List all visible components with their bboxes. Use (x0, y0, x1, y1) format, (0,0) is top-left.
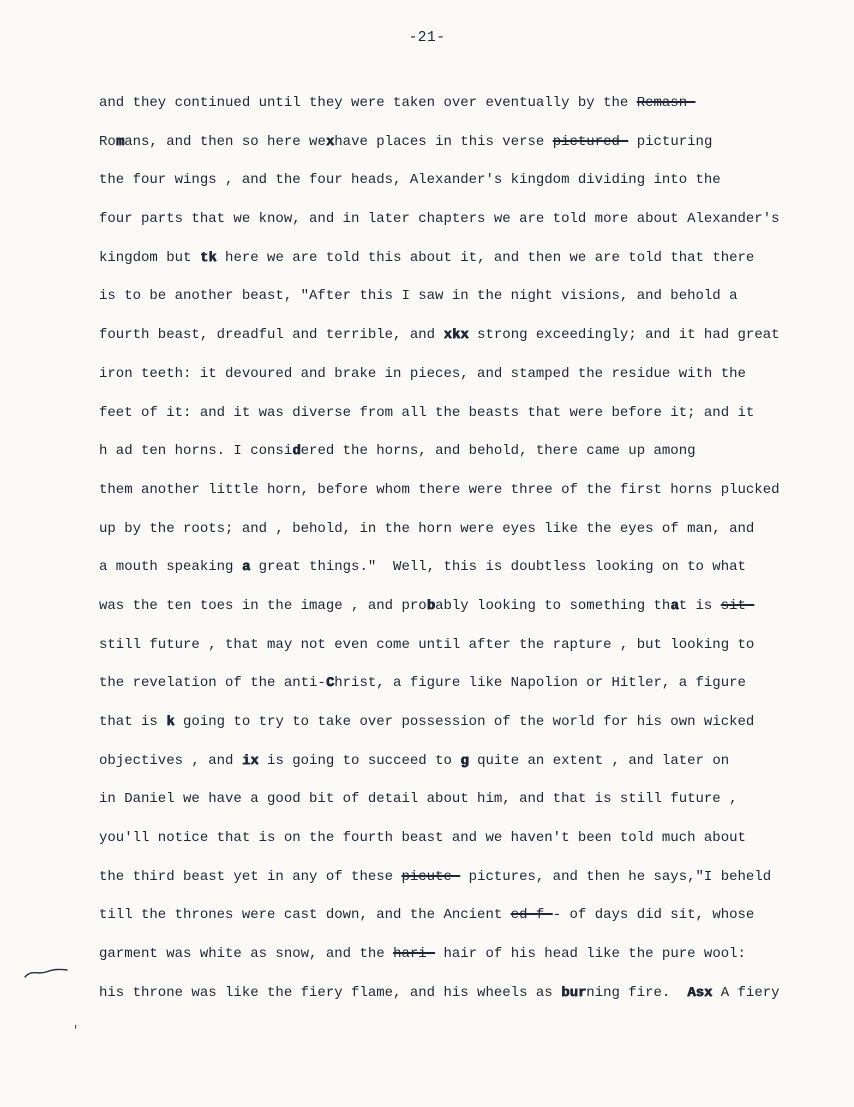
text-segment: is going to succeed to (258, 752, 461, 769)
text-segment: - of days did sit, whose (552, 907, 755, 924)
text-segment: pictures, and then he says,"I beheld (460, 868, 772, 885)
text-line (99, 664, 819, 703)
text-segment: was the ten toes in the image , and pro (99, 597, 427, 614)
text-line (99, 587, 819, 626)
overstruck-chars: C (325, 675, 335, 692)
text-segment: going to try to take over possession of the world for his own wicked (174, 714, 755, 730)
text-segment: objectives , and (99, 752, 242, 769)
overstruck-chars: tk (199, 249, 217, 266)
text-line (99, 123, 819, 162)
struck-word: sit- (720, 597, 755, 614)
overstruck-chars: b (426, 597, 436, 614)
text-segment: ans, and then so here we (124, 133, 326, 150)
text-line (99, 161, 819, 200)
text-segment: ered the horns, and behold, there came up among (300, 443, 696, 460)
text-line (99, 858, 819, 897)
text-segment: the third beast yet in any of these (99, 868, 402, 885)
text-segment: till the thrones were cast down, and the Ancient (99, 907, 511, 924)
text-line (99, 548, 819, 587)
text-line (99, 432, 819, 471)
text-segment: a mouth speaking (99, 559, 242, 576)
text-line (99, 510, 819, 549)
text-line (99, 239, 819, 278)
text-segment: Ro (99, 133, 116, 150)
text-segment: the revelation of the anti- (99, 675, 326, 692)
text-segment: that is (99, 714, 167, 730)
text-line (99, 780, 819, 819)
text-segment: garment was white as snow, and the (99, 946, 394, 963)
text-segment: them another little horn, before whom there were three of the first horns plucked (99, 481, 780, 498)
text-line (99, 742, 819, 781)
text-segment: ning fire. (586, 984, 688, 1001)
text-line (99, 394, 819, 433)
page-number: -21- (408, 30, 446, 46)
text-segment: his throne was like the fiery flame, and his wheels as (99, 984, 562, 1001)
text-segment: hair of his head like the pure wool: (435, 946, 746, 963)
text-line (99, 316, 819, 355)
text-line (99, 200, 819, 239)
text-segment: have places in this verse (334, 133, 553, 150)
text-segment: is to be another beast, "After this I saw in the night visions, and behold a (99, 288, 738, 305)
text-line (99, 277, 819, 316)
overstruck-chars: bur (561, 984, 587, 1001)
text-segment: fourth beast, dreadful and terrible, and (99, 327, 444, 344)
text-segment: h ad ten horns. I consi (99, 443, 293, 460)
text-segment: kingdom but (99, 249, 200, 266)
overstruck-chars: ix (241, 752, 259, 769)
text-segment: ably looking to something th (435, 597, 671, 614)
overstruck-chars: Asx (687, 984, 713, 1001)
overstruck-chars: x (325, 133, 335, 150)
text-line (99, 355, 819, 394)
overstruck-chars: a (670, 597, 679, 614)
struck-word: hari- (393, 946, 436, 963)
text-segment: A fiery (712, 984, 780, 1001)
overstruck-chars: xkx (443, 327, 469, 344)
text-segment: up by the roots; and , behold, in the horn were eyes like the eyes of man, and (99, 520, 755, 537)
overstruck-chars: k (166, 714, 175, 730)
overstruck-chars: a (241, 559, 251, 576)
text-line (99, 935, 819, 974)
struck-word: ed-f- (510, 907, 553, 924)
text-lines (99, 84, 819, 1013)
overstruck-chars: m (115, 133, 125, 150)
text-segment: feet of it: and it was diverse from all the beasts that were before it; and it (99, 404, 755, 421)
text-segment: still future , that may not even come until after the rapture , but looking to (99, 636, 755, 653)
text-line (99, 626, 819, 665)
text-segment: iron teeth: it devoured and brake in pieces, and stamped the residue with the (99, 365, 746, 382)
overstruck-chars: d (292, 443, 301, 460)
struck-word: pictured- (552, 133, 629, 150)
handwritten-squiggle-mark (22, 960, 70, 986)
text-segment: picturing (628, 133, 713, 150)
text-segment: strong exceedingly; and it had great (468, 327, 780, 344)
stray-ink-mark: ' (72, 1024, 80, 1038)
text-line (99, 974, 819, 1013)
struck-word: Remasn- (636, 95, 696, 111)
text-line (99, 84, 819, 123)
struck-word: picute- (401, 868, 461, 885)
text-segment: hrist, a figure like Napolion or Hitler, a figure (334, 675, 746, 692)
overstruck-chars: g (460, 752, 469, 769)
text-line (99, 703, 819, 742)
text-segment: t is (678, 597, 721, 614)
text-segment: you'll notice that is on the fourth beast and we haven't been told much about (99, 830, 746, 847)
text-line (99, 896, 819, 935)
text-segment: four parts that we know, and in later chapters we are told more about Alexander's (99, 211, 780, 228)
text-segment: great things." Well, this is doubtless looking on to what (250, 559, 746, 576)
text-line (99, 819, 819, 858)
text-segment: here we are told this about it, and then we are told that there (216, 249, 755, 266)
text-line (99, 471, 819, 510)
text-segment: quite an extent , and later on (468, 752, 730, 769)
text-segment: the four wings , and the four heads, Alexander's kingdom dividing into the (99, 172, 721, 189)
text-segment: in Daniel we have a good bit of detail about him, and that is still future , (99, 791, 738, 808)
text-segment: and they continued until they were taken over eventually by the (99, 95, 637, 111)
